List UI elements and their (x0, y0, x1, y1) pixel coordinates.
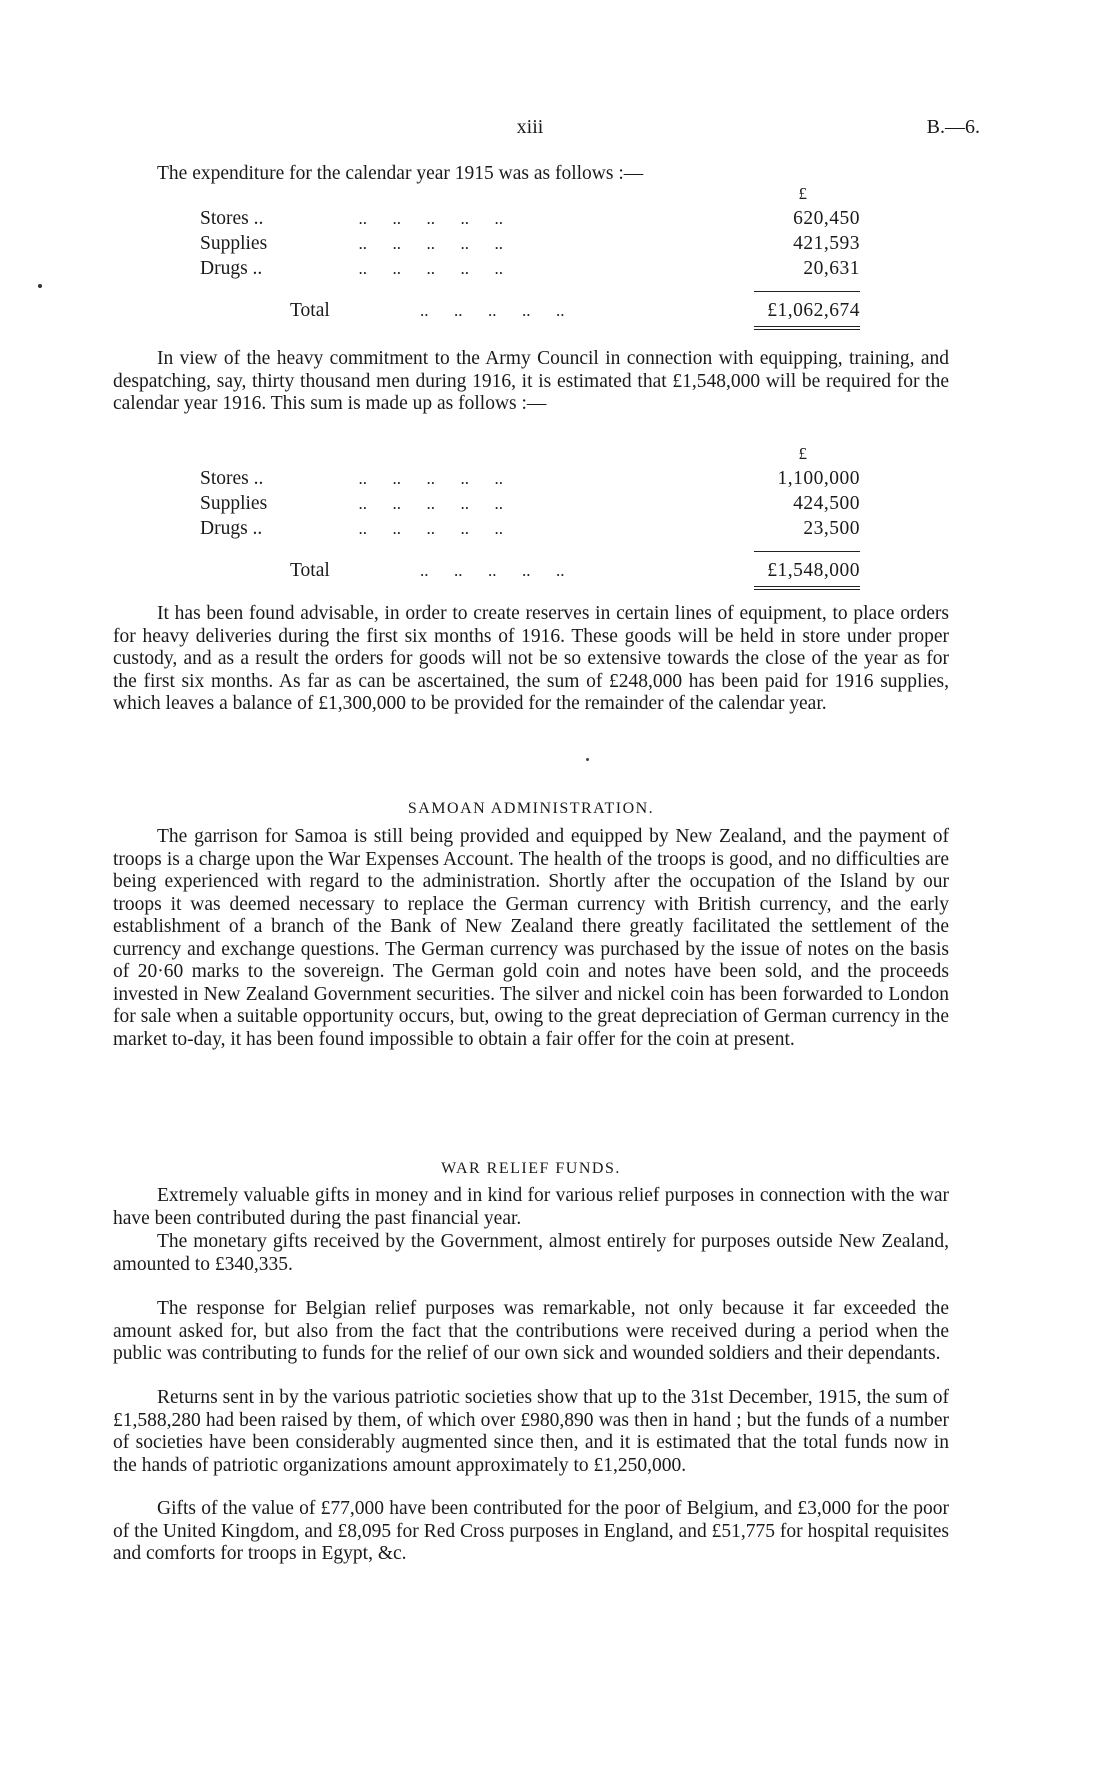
table-row (200, 516, 860, 541)
expenditure-1915-intro: The expenditure for the calendar year 1915 was as follows :— (157, 163, 644, 184)
expenditure-1916-table (200, 442, 860, 590)
total-double-rule (754, 326, 860, 330)
currency-header: £ (798, 184, 807, 203)
war-relief-paragraph: The monetary gifts received by the Government, almost entirely for purposes outside New Zealand, amounted to £340,335. (113, 1231, 949, 1275)
total-value: £1,548,000 (767, 560, 860, 581)
subtotal-rule (754, 551, 860, 552)
total-row (200, 298, 860, 324)
leader-dots: .. .. .. .. .. (420, 561, 565, 580)
row-label: Drugs .. (200, 258, 263, 279)
leader-dots: .. .. .. .. .. (350, 519, 503, 538)
page-number: xiii (516, 116, 544, 138)
reserves-paragraph: It has been found advisable, in order to create reserves in certain lines of equipment, to place orders for heavy deliveries during the first six months of 1916. These goods will be held in store under proper custody, and as a result the orders for goods will not be so extensive towards the close of the year as for the first six months. As far as can be ascertained, the sum of £248,000 has been paid for 1916 supplies, which leaves a balance of £1,300,000 to be provided for the remainder of the calendar year. (113, 603, 949, 714)
total-value: £1,062,674 (767, 300, 860, 321)
expenditure-1915-table (200, 182, 860, 330)
samoan-administration-paragraph: The garrison for Samoa is still being provided and equipped by New Zealand, and the payment of troops is a charge upon the War Expenses Account. The health of the troops is good, and no difficulties are being experienced with regard to the administration. Shortly after the occupation of the Island by our troops it was deemed necessary to replace the German currency with British currency, and the early establishment of a branch of the Bank of New Zealand there greatly facilitated the settlement of the currency and exchange questions. The German currency was purchased by the issue of notes on the basis of 20·60 marks to the sovereign. The German gold coin and notes have been sold, and the proceeds invested in New Zealand Government securities. The silver and nickel coin has been forwarded to London for sale when a suitable opportunity occurs, but, owing to the great depreciation of German currency in the market to-day, it has been found impossible to obtain a fair offer for the coin at present. (113, 826, 949, 1050)
row-label: Stores .. (200, 468, 264, 489)
row-value: 20,631 (803, 258, 860, 279)
table-row (200, 491, 860, 516)
estimate-1916-paragraph: In view of the heavy commitment to the Army Council in connection with equipping, training, and despatching, say, thirty thousand men during 1916, it is estimated that £1,548,000 will be required for the calendar year 1916. This sum is made up as follows :— (113, 348, 949, 414)
table-row (200, 231, 860, 256)
document-reference: B.—6. (926, 116, 980, 138)
leader-dots: .. .. .. .. .. (350, 469, 503, 488)
leader-dots: .. .. .. .. .. (350, 234, 503, 253)
row-value: 23,500 (803, 518, 860, 539)
war-relief-paragraph: Extremely valuable gifts in money and in kind for various relief purposes in connection with the war have been contributed during the past financial year. (113, 1185, 949, 1229)
row-label: Supplies (200, 233, 268, 254)
row-value: 421,593 (793, 233, 860, 254)
total-double-rule (754, 586, 860, 590)
row-value: 620,450 (793, 208, 860, 229)
row-value: 1,100,000 (777, 468, 860, 489)
war-relief-paragraph: Returns sent in by the various patriotic societies show that up to the 31st December, 1915, the sum of £1,588,280 had been raised by them, of which over £980,890 was then in hand ; but the funds of a number of societies have been considerably augmented since then, and it is estimated that the total funds now in the hands of patriotic organizations amount approximately to £1,250,000. (113, 1387, 949, 1476)
war-relief-paragraph: The response for Belgian relief purposes was remarkable, not only because it far exceeded the amount asked for, but also from the fact that the contributions were received during a period when the public was contributing to funds for the relief of our own sick and wounded soldiers and their dependants. (113, 1298, 949, 1364)
table-row (200, 206, 860, 231)
row-value: 424,500 (793, 493, 860, 514)
war-relief-paragraph: Gifts of the value of £77,000 have been contributed for the poor of Belgium, and £3,000 for the poor of the United Kingdom, and £8,095 for Red Cross purposes in England, and £51,775 for hospital requisites and comforts for troops in Egypt, &c. (113, 1498, 949, 1564)
total-row (200, 558, 860, 584)
leader-dots: .. .. .. .. .. (350, 494, 503, 513)
table-row (200, 256, 860, 281)
row-label: Drugs .. (200, 518, 263, 539)
samoan-administration-heading: SAMOAN ADMINISTRATION. (407, 800, 655, 817)
leader-dots: .. .. .. .. .. (350, 259, 503, 278)
subtotal-rule (754, 291, 860, 292)
stray-ink-mark (38, 284, 42, 288)
currency-header: £ (798, 444, 807, 463)
stray-ink-mark (586, 758, 589, 761)
leader-dots: .. .. .. .. .. (420, 301, 565, 320)
table-row (200, 466, 860, 491)
total-label: Total (290, 560, 330, 581)
row-label: Stores .. (200, 208, 264, 229)
war-relief-funds-heading: WAR RELIEF FUNDS. (441, 1160, 621, 1177)
row-label: Supplies (200, 493, 268, 514)
leader-dots: .. .. .. .. .. (350, 209, 503, 228)
total-label: Total (290, 300, 330, 321)
